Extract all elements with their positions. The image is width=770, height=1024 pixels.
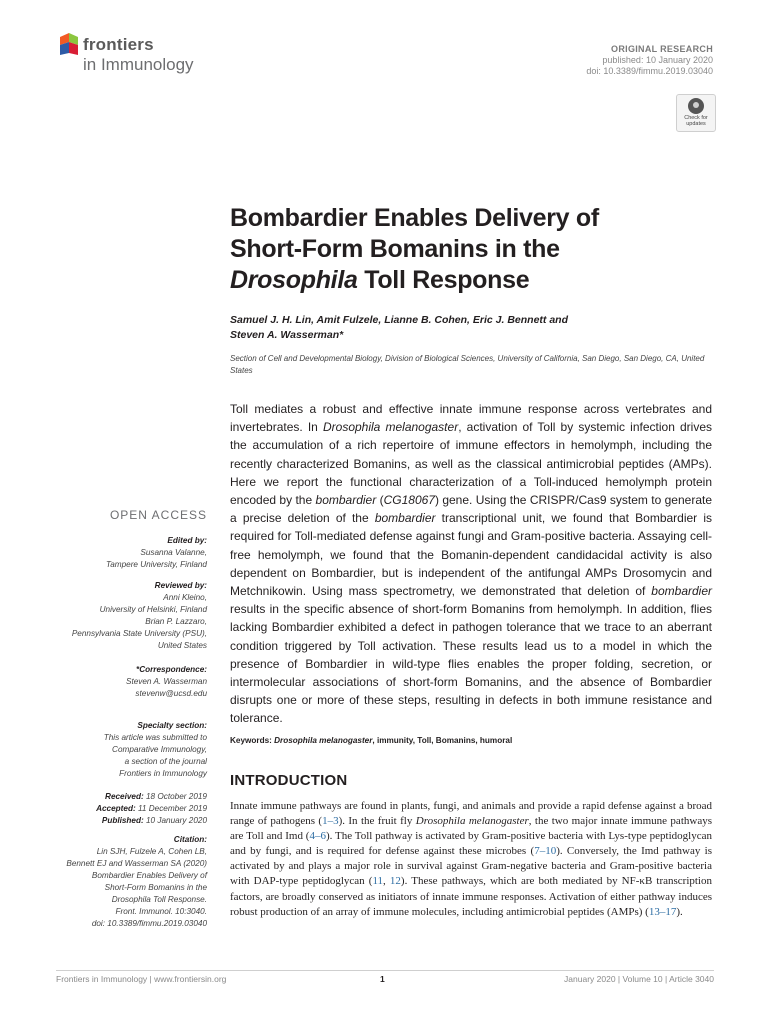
citation-text: Bombardier Enables Delivery of [91, 871, 207, 880]
article-type: ORIGINAL RESEARCH [611, 44, 713, 54]
citation-text: Short-Form Bomanins in the [104, 883, 207, 892]
abstract-text: Toll mediates a robust and effective innate immune response across vertebrates and invertebrates. In [230, 402, 712, 435]
citation-text: Bennett EJ and Wasserman SA (2020) [66, 859, 207, 868]
reviewer-affiliation: United States [157, 641, 207, 650]
doi-link[interactable]: doi: 10.3389/fimmu.2019.03040 [586, 66, 713, 76]
title-line-1: Bombardier Enables Delivery of [230, 204, 599, 232]
keyword-italic: Drosophila melanogaster [274, 736, 373, 745]
frontiers-logo-icon [56, 33, 82, 61]
journal-logo [56, 33, 226, 83]
keywords-label: Keywords: [230, 736, 275, 745]
title-rest: Toll Response [357, 266, 530, 294]
specialty-label: Specialty section: [137, 721, 207, 730]
intro-text: Innate immune pathways are found in plants, fungi, and animals and provide a rapid defense against a broad range of pathogens ( [230, 800, 712, 828]
specialty-section [104, 720, 207, 780]
reviewer-name: Brian P. Lazzaro, [145, 617, 207, 626]
reviewed-by-label: Reviewed by: [154, 581, 207, 590]
reference-link[interactable]: 11 [372, 875, 384, 888]
specialty-text: a section of the journal [124, 757, 207, 766]
published-label: Published: [101, 816, 144, 825]
correspondence-info [126, 664, 207, 700]
intro-text: , the two major innate immune pathways are Toll and Imd ( [230, 815, 712, 843]
affiliation: Section of Cell and Developmental Biology, Division of Biological Sciences, University of California, San Diego, San Diego, CA, United States [230, 354, 705, 375]
citation-text: Lin SJH, Fulzele A, Cohen LB, [96, 847, 207, 856]
citation-text: Drosophila Toll Response. [111, 895, 207, 904]
check-for-updates-badge[interactable] [676, 94, 716, 132]
logo-text-journal: in Immunology [83, 55, 194, 74]
intro-text: ). Conversely, the Imd pathway is activated by and plays a major role in survival against Gram-negative bacteria and Gram-positive bacteria with DAP-type peptidoglycan ( [230, 845, 712, 888]
abstract-text: ( [376, 493, 384, 508]
specialty-text: This article was submitted to [103, 733, 207, 742]
abstract-text: ) gene. Using the CRISPR/Cas9 system to generate a precise deletion of the [230, 493, 713, 526]
abstract-italic: CG18067 [383, 493, 435, 508]
specialty-text: Comparative Immunology, [112, 745, 207, 754]
abstract-italic: Drosophila melanogaster [322, 420, 459, 435]
section-heading-introduction: INTRODUCTION [230, 772, 348, 789]
footer-journal[interactable]: Frontiers in Immunology | www.frontiersin.org [56, 974, 227, 984]
abstract-italic: bombardier [315, 493, 377, 508]
reviewer-affiliation: University of Helsinki, Finland [99, 605, 207, 614]
published-date-side: 10 January 2020 [143, 816, 207, 825]
reference-link[interactable]: 4–6 [309, 830, 326, 843]
citation-info [66, 834, 207, 930]
introduction-paragraph [230, 799, 712, 920]
correspondence-name: Steven A. Wasserman [126, 677, 207, 686]
authors-line-1: Samuel J. H. Lin, Amit Fulzele, Lianne B. Cohen, Eric J. Bennett and [230, 314, 568, 326]
abstract [230, 400, 712, 728]
reference-link[interactable]: 13–17 [648, 905, 677, 918]
abstract-text: transcriptional unit, we found that Bombardier is required for Toll-mediated defense against fungi and Gram-positive bacteria. Assaying cell-free hemolymph, we found that the Bomanin-dependent candidacidal activity is also dependent on Bombardier, but is independent of the antifungal AMPs Drosomycin and Metchnikowin. Using mass spectrometry, we demonstrated that deletion of [230, 511, 712, 599]
correspondence-label: *Correspondence: [136, 665, 207, 674]
accepted-date: 11 December 2019 [135, 804, 207, 813]
keywords [230, 736, 712, 745]
article-meta [586, 44, 713, 77]
logo-text-frontiers: frontiers [83, 35, 154, 54]
abstract-italic: bombardier [651, 584, 712, 599]
specialty-text: Frontiers in Immunology [119, 769, 207, 778]
citation-label: Citation: [173, 835, 207, 844]
published-date: published: 10 January 2020 [602, 55, 713, 65]
intro-text: ). These pathways, which are both mediated by NF-κB transcription factors, are broadly conserved as initiators of innate immune responses. Activation of either pathway induces robust production of an array of immune molecules, including antimicrobial peptides (AMPs) ( [230, 875, 712, 918]
abstract-italic: bombardier [374, 511, 436, 526]
editor-name: Susanna Valanne, [140, 548, 207, 557]
article-title [230, 203, 710, 296]
intro-text: ). [676, 905, 683, 918]
update-icon [688, 98, 704, 114]
reference-link[interactable]: 1–3 [322, 815, 339, 828]
reviewer-affiliation: Pennsylvania State University (PSU), [71, 629, 207, 638]
correspondence-email[interactable]: stevenw@ucsd.edu [135, 689, 207, 698]
intro-text: ). In the fruit fly [338, 815, 416, 828]
keywords-rest: , immunity, Toll, Bomanins, humoral [372, 736, 513, 745]
badge-label: Check for updates [684, 115, 708, 127]
authors-line-2: Steven A. Wasserman* [230, 329, 344, 341]
title-italic: Drosophila [230, 266, 358, 294]
dates-info [96, 791, 207, 827]
citation-doi[interactable]: doi: 10.3389/fimmu.2019.03040 [91, 919, 207, 928]
footer-divider [56, 970, 714, 971]
page-number: 1 [380, 974, 385, 984]
received-label: Received: [105, 792, 144, 801]
edited-by-label: Edited by: [167, 536, 207, 545]
intro-italic: Drosophila melanogaster [415, 815, 529, 828]
title-line-3 [230, 265, 710, 296]
citation-text: Front. Immunol. 10:3040. [115, 907, 207, 916]
author-list [230, 313, 710, 343]
abstract-text: results in the specific absence of short-form Bomanins from hemolymph. In addition, flies lacking Bombardier exhibited a defect in pathogen tolerance that we trace to an aberrant condition triggered by Toll activation. These results lead us to a model in which the presence of Bombardier in wild-type flies enables the proper folding, secretion, or intermolecular associations of short-form Bomanins, and the absence of Bombardier disrupts one or more of these steps, resulting in defects in both immune resistance and tolerance. [230, 602, 712, 726]
received-date: 18 October 2019 [143, 792, 207, 801]
intro-text: , [383, 875, 390, 888]
editor-affiliation: Tampere University, Finland [105, 560, 207, 569]
reference-link[interactable]: 7–10 [534, 845, 557, 858]
footer-issue: January 2020 | Volume 10 | Article 3040 [564, 974, 714, 984]
editor-info [106, 535, 207, 571]
abstract-text: , activation of Toll by systemic infection drives the accumulation of a rich repertoire of immune effectors in hemolymph, including the recently characterized Bomanins, as well as the classical antimicrobial peptides (AMPs). Here we report the functional characterization of a Toll-induced hemolymph protein encoded by the [230, 420, 713, 508]
intro-text: ). The Toll pathway is activated by Gram-positive bacteria with Lys-type peptidoglycan and by fungi, and is required for defense against these microbes ( [230, 830, 712, 858]
reference-link[interactable]: 12 [389, 875, 401, 888]
open-access-label: OPEN ACCESS [109, 508, 207, 522]
title-line-2: Short-Form Bomanins in the [230, 235, 560, 263]
reviewer-name: Anni Kleino, [163, 593, 207, 602]
accepted-label: Accepted: [96, 804, 136, 813]
reviewer-info [72, 580, 207, 652]
